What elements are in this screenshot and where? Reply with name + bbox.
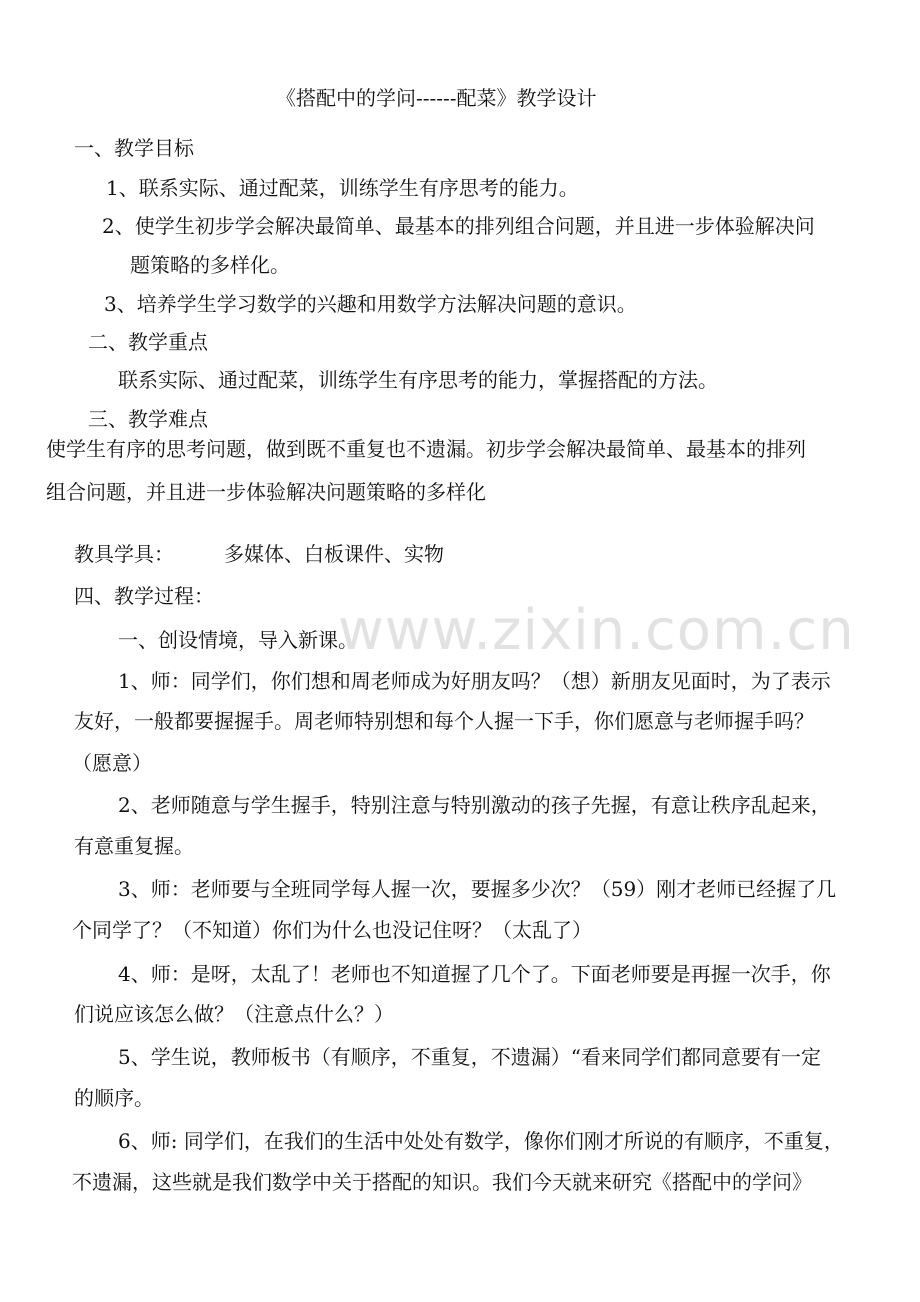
document-title: 《搭配中的学问------配菜》教学设计 xyxy=(276,86,597,110)
paragraph-5-line-2: 的顺序。 xyxy=(74,1086,154,1110)
difficulties-line-1: 使学生有序的思考问题，做到既不重复也不遗漏。初步学会解决最简单、最基本的排列 xyxy=(46,437,806,461)
paragraph-6-line-2: 不遗漏，这些就是我们数学中关于搭配的知识。我们今天就来研究《搭配中的学问》 xyxy=(72,1170,812,1194)
paragraph-1-line-2: 友好，一般都要握握手。周老师特别想和每个人握一下手，你们愿意与老师握手吗？ xyxy=(74,709,814,733)
key-points-text: 联系实际、通过配菜，训练学生有序思考的能力，掌握搭配的方法。 xyxy=(118,368,718,392)
difficulties-line-2: 组合问题，并且进一步体验解决问题策略的多样化 xyxy=(46,480,486,504)
objective-1: 1、联系实际、通过配菜，训练学生有序思考的能力。 xyxy=(106,176,579,200)
section-heading-key-points: 二、教学重点 xyxy=(88,330,208,354)
objective-2-line-2: 题策略的多样化。 xyxy=(130,253,290,277)
paragraph-5-line-1: 5、学生说，教师板书（有顺序，不重复，不遗漏）“看来同学们都同意要有一定 xyxy=(118,1045,821,1069)
section-heading-difficulties: 三、教学难点 xyxy=(88,407,208,431)
objective-3: 3、培养学生学习数学的兴趣和用数学方法解决问题的意识。 xyxy=(104,292,637,316)
paragraph-2-line-2: 有意重复握。 xyxy=(74,834,194,858)
paragraph-2-line-1: 2、老师随意与学生握手，特别注意与特别激动的孩子先握，有意让秩序乱起来， xyxy=(118,793,831,817)
process-step-1-heading: 一、创设情境，导入新课。 xyxy=(118,628,358,652)
section-heading-objectives: 一、教学目标 xyxy=(74,136,194,160)
paragraph-3-line-1: 3、师：老师要与全班同学每人握一次，要握多少次？（59）刚才老师已经握了几 xyxy=(118,877,837,901)
paragraph-4-line-2: 们说应该怎么做？（注意点什么？） xyxy=(74,1002,394,1026)
paragraph-1-line-1: 1、师：同学们，你们想和周老师成为好朋友吗？（想）新朋友见面时，为了表示 xyxy=(118,669,831,693)
paragraph-4-line-1: 4、师：是呀，太乱了！老师也不知道握了几个了。下面老师要是再握一次手，你 xyxy=(118,962,831,986)
section-heading-process: 四、教学过程： xyxy=(74,584,214,608)
teaching-tools-value: 多媒体、白板课件、实物 xyxy=(224,542,444,566)
paragraph-3-line-2: 个同学了？（不知道）你们为什么也没记住呀？（太乱了） xyxy=(72,918,592,942)
objective-2-line-1: 2、使学生初步学会解决最简单、最基本的排列组合问题，并且进一步体验解决问 xyxy=(102,214,815,238)
watermark-text: www.zixin.com.cn xyxy=(338,598,855,663)
teaching-tools-label: 教具学具： xyxy=(74,542,174,566)
paragraph-1-line-3: （愿意） xyxy=(72,751,152,775)
paragraph-6-line-1: 6、师: 同学们，在我们的生活中处处有数学，像你们刚才所说的有顺序，不重复， xyxy=(118,1129,844,1153)
